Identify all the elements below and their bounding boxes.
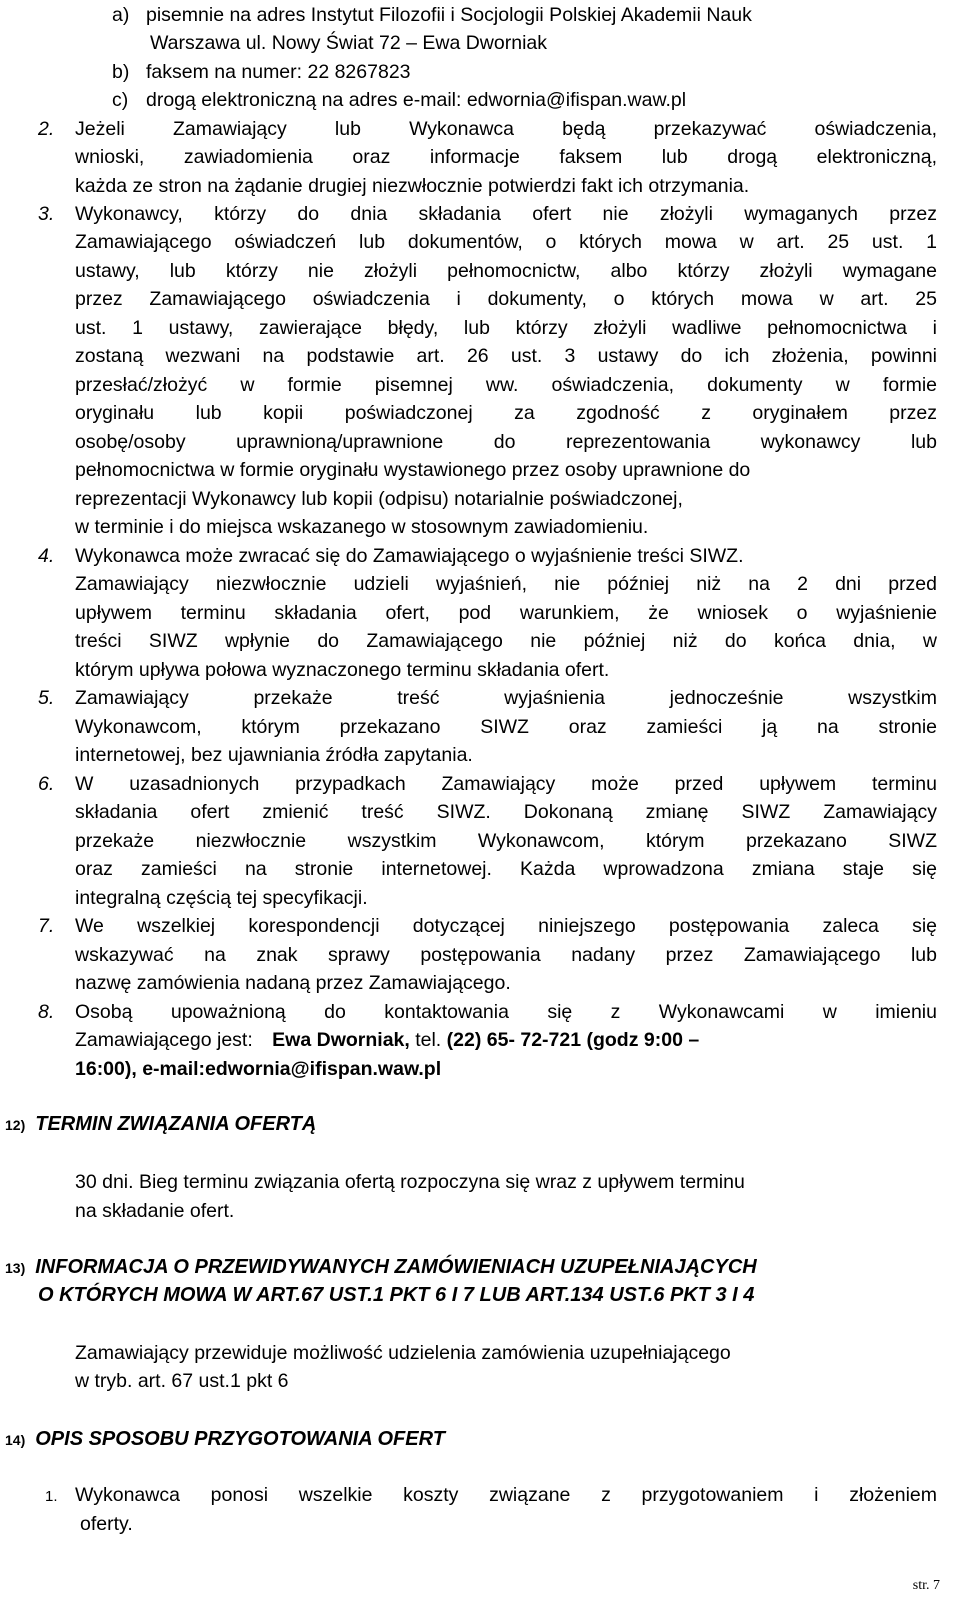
item-6-line: składania ofert zmienić treść SIWZ. Dokonaną zmianę SIWZ Zamawiający: [75, 801, 937, 823]
item-4-line: Zamawiający niezwłocznie udzieli wyjaśnień, nie później niż na 2 dni przed: [75, 573, 937, 595]
item-4-line: upływem terminu składania ofert, pod warunkiem, że wniosek o wyjaśnienie: [75, 602, 937, 624]
item-2-line: Jeżeli Zamawiający lub Wykonawca będą przekazywać oświadczenia,: [75, 118, 937, 140]
item-6-line: przekaże niezwłocznie wszystkim Wykonawcom, którym przekazano SIWZ: [75, 830, 937, 852]
item-2-line: wnioski, zawiadomienia oraz informacje faksem lub drogą elektroniczną,: [75, 146, 937, 168]
section-14-number: 14): [5, 1432, 26, 1448]
section-13-title-line2: O KTÓRYCH MOWA W ART.67 UST.1 PKT 6 I 7 LUB ART.134 UST.6 PKT 3 I 4: [38, 1284, 755, 1306]
item-3-line: ustawy, lub którzy nie złożyli pełnomocnictw, albo którzy złożyli wymagane: [75, 260, 937, 282]
item-c-text: drogą elektroniczną na adres e-mail: edwornia@ifispan.waw.pl: [146, 89, 687, 111]
item-4-number: 4.: [38, 545, 55, 567]
item-5-number: 5.: [38, 687, 55, 709]
item-3-line: ust. 1 ustawy, zawierające błędy, lub którzy złożyli wadliwe pełnomocnictwa i: [75, 317, 937, 339]
item-3-line: przez Zamawiającego oświadczenia i dokumenty, o których mowa w art. 25: [75, 288, 937, 310]
item-8-line1: Osobą upoważnioną do kontaktowania się z Wykonawcami w imieniu: [75, 1001, 937, 1023]
section-12-heading: [5, 1112, 316, 1137]
item-7-line: We wszelkiej korespondencji dotyczącej niniejszego postępowania zaleca się: [75, 915, 937, 937]
item-a-line2: Warszawa ul. Nowy Świat 72 – Ewa Dworniak: [150, 32, 547, 54]
contact-label: Zamawiającego jest:: [75, 1029, 259, 1051]
item-3-line: reprezentacji Wykonawcy lub kopii (odpisu) notarialnie poświadczonej,: [75, 488, 683, 510]
item-3-line: przesłać/złożyć w formie pisemnej ww. oświadczenia, dokumenty w formie: [75, 374, 937, 396]
item-a-line1: pisemnie na adres Instytut Filozofii i Socjologii Polskiej Akademii Nauk: [146, 4, 752, 26]
item-3-line: w terminie i do miejsca wskazanego w stosownym zawiadomieniu.: [75, 516, 649, 538]
item-3-line: Zamawiającego oświadczeń lub dokumentów, o których mowa w art. 25 ust. 1: [75, 231, 937, 253]
item-3-number: 3.: [38, 203, 55, 225]
item-a-label: a): [112, 4, 130, 26]
item-5-line: internetowej, bez ujawniania źródła zapytania.: [75, 744, 473, 766]
section-13-heading: [5, 1255, 757, 1280]
item-b-label: b): [112, 61, 130, 83]
item-8-line2: [75, 1028, 699, 1052]
contact-phone: (22) 65- 72-721 (godz 9:00 –: [446, 1029, 700, 1051]
item-4-line: treści SIWZ wpłynie do Zamawiającego nie później niż do końca dnia, w: [75, 630, 937, 652]
item-8-number: 8.: [38, 1001, 55, 1023]
section-14-title: OPIS SPOSOBU PRZYGOTOWANIA OFERT: [35, 1428, 445, 1450]
section-13-title-line1: INFORMACJA O PRZEWIDYWANYCH ZAMÓWIENIACH UZUPEŁNIAJĄCYCH: [35, 1256, 757, 1278]
item-3-line: pełnomocnictwa w formie oryginału wystawionego przez osoby uprawnione do: [75, 459, 751, 481]
item-6-line: W uzasadnionych przypadkach Zamawiający może przed upływem terminu: [75, 773, 937, 795]
section-13-number: 13): [5, 1260, 26, 1276]
item-c-label: c): [112, 89, 129, 111]
item-3-line: zostaną wezwani na podstawie art. 26 ust. 3 ustawy do ich złożenia, powinni: [75, 345, 937, 367]
contact-tel-label: tel.: [409, 1029, 447, 1051]
item-2-number: 2.: [38, 118, 55, 140]
item-6-line: integralną częścią tej specyfikacji.: [75, 887, 368, 909]
section-14-item-number: 1.: [45, 1488, 58, 1505]
item-b-text: faksem na numer: 22 8267823: [146, 61, 411, 83]
item-5-line: Wykonawcom, którym przekazano SIWZ oraz zamieści ją na stronie: [75, 716, 937, 738]
item-6-number: 6.: [38, 773, 55, 795]
section-13-line1: Zamawiający przewiduje możliwość udzielenia zamówienia uzupełniającego: [75, 1342, 731, 1364]
item-4-line: Wykonawca może zwracać się do Zamawiającego o wyjaśnienie treści SIWZ.: [75, 545, 744, 567]
section-12-line1: 30 dni. Bieg terminu związania ofertą rozpoczyna się wraz z upływem terminu: [75, 1171, 745, 1193]
section-14-line1: Wykonawca ponosi wszelkie koszty związane z przygotowaniem i złożeniem: [75, 1484, 937, 1506]
section-13-line2: w tryb. art. 67 ust.1 pkt 6: [75, 1370, 289, 1392]
item-7-line: wskazywać na znak sprawy postępowania nadany przez Zamawiającego lub: [75, 944, 937, 966]
item-3-line: osobę/osoby uprawnioną/uprawnione do reprezentowania wykonawcy lub: [75, 431, 937, 453]
contact-email-line: 16:00), e-mail:edwornia@ifispan.waw.pl: [75, 1058, 442, 1080]
item-5-line: Zamawiający przekaże treść wyjaśnienia jednocześnie wszystkim: [75, 687, 937, 709]
item-2-line: każda ze stron na żądanie drugiej niezwłocznie potwierdzi fakt ich otrzymania.: [75, 175, 750, 197]
item-7-number: 7.: [38, 915, 55, 937]
section-12-number: 12): [5, 1117, 26, 1133]
section-12-line2: na składanie ofert.: [75, 1200, 235, 1222]
item-3-line: Wykonawcy, którzy do dnia składania ofert nie złożyli wymaganych przez: [75, 203, 937, 225]
section-14-heading: [5, 1427, 445, 1452]
item-7-line: nazwę zamówienia nadaną przez Zamawiającego.: [75, 972, 511, 994]
item-3-line: oryginału lub kopii poświadczonej za zgodność z oryginałem przez: [75, 402, 937, 424]
item-6-line: oraz zamieści na stronie internetowej. Każda wprowadzona zmiana staje się: [75, 858, 937, 880]
contact-name: Ewa Dworniak,: [272, 1029, 410, 1051]
page-number: str. 7: [912, 1578, 940, 1593]
item-4-line: którym upływa połowa wyznaczonego terminu składania ofert.: [75, 659, 610, 681]
section-14-line2: oferty.: [80, 1513, 133, 1535]
section-12-title: TERMIN ZWIĄZANIA OFERTĄ: [35, 1113, 317, 1135]
